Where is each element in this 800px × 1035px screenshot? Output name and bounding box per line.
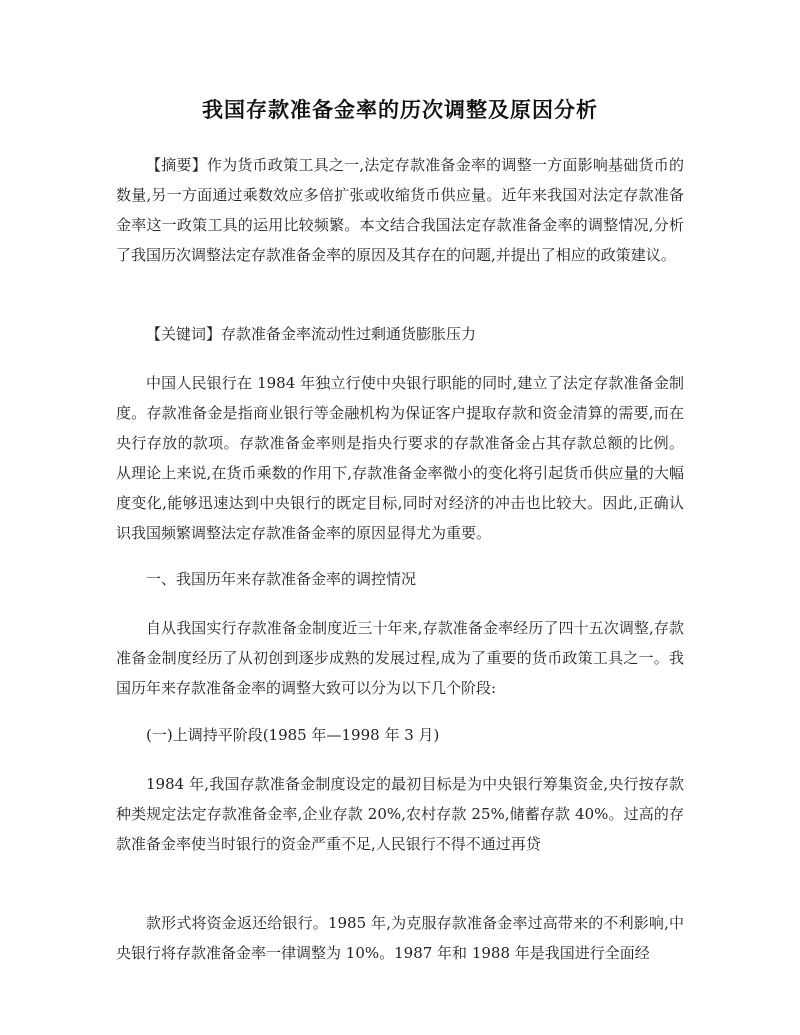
abstract-paragraph: 【摘要】作为货币政策工具之一,法定存款准备金率的调整一方面影响基础货币的数量,另一方面通过乘数效应多倍扩张或收缩货币供应量。近年来我国对法定存款准备金率这一政策工具的运用比较频繁。本文结合我国法定存款准备金率的调整情况,分析了我国历次调整法定存款准备金率的原因及其存在的问题,并提出了相应的政策建议。 [116, 156, 684, 264]
intro-paragraph: 中国人民银行在 1984 年独立行使中央银行职能的同时,建立了法定存款准备金制度。存款准备金是指商业银行等金融机构为保证客户提取存款和资金清算的需要,而在央行存放的款项。存款准备金率则是指央行要求的存款准备金占其存款总额的比例。从理论上来说,在货币乘数的作用下,存款准备金率微小的变化将引起货币供应量的大幅度变化,能够迅速达到中央银行的既定目标,同时对经济的冲击也比较大。因此,正确认识我国频繁调整法定存款准备金率的原因显得尤为重要。 [116, 374, 684, 542]
section-paragraph: 自从我国实行存款准备金制度近三十年来,存款准备金率经历了四十五次调整,存款准备金制度经历了从初创到逐步成熟的发展过程,成为了重要的货币政策工具之一。我国历年来存款准备金率的调整大致可以分为以下几个阶段: [116, 619, 684, 697]
keywords-paragraph: 【关键词】存款准备金率流动性过剩通货膨胀压力 [146, 325, 477, 343]
subsection-paragraph-continued: 款形式将资金返还给银行。1985 年,为克服存款准备金率过高带来的不利影响,中央银行将存款准备金率一律调整为 10%。1987 年和 1988 年是我国进行全面经 [116, 914, 684, 962]
subsection-heading: (一)上调持平阶段(1985 年—1998 年 3 月) [146, 726, 440, 744]
subsection-paragraph: 1984 年,我国存款准备金制度设定的最初目标是为中央银行筹集资金,央行按存款种类规定法定存款准备金率,企业存款 20%,农村存款 25%,储蓄存款 40%。过高的存款准备金率使当时银行的资金严重不足,人民银行不得不通过再贷 [116, 775, 684, 853]
section-heading: 一、我国历年来存款准备金率的调控情况 [146, 570, 417, 588]
document-title: 我国存款准备金率的历次调整及原因分析 [202, 97, 598, 122]
